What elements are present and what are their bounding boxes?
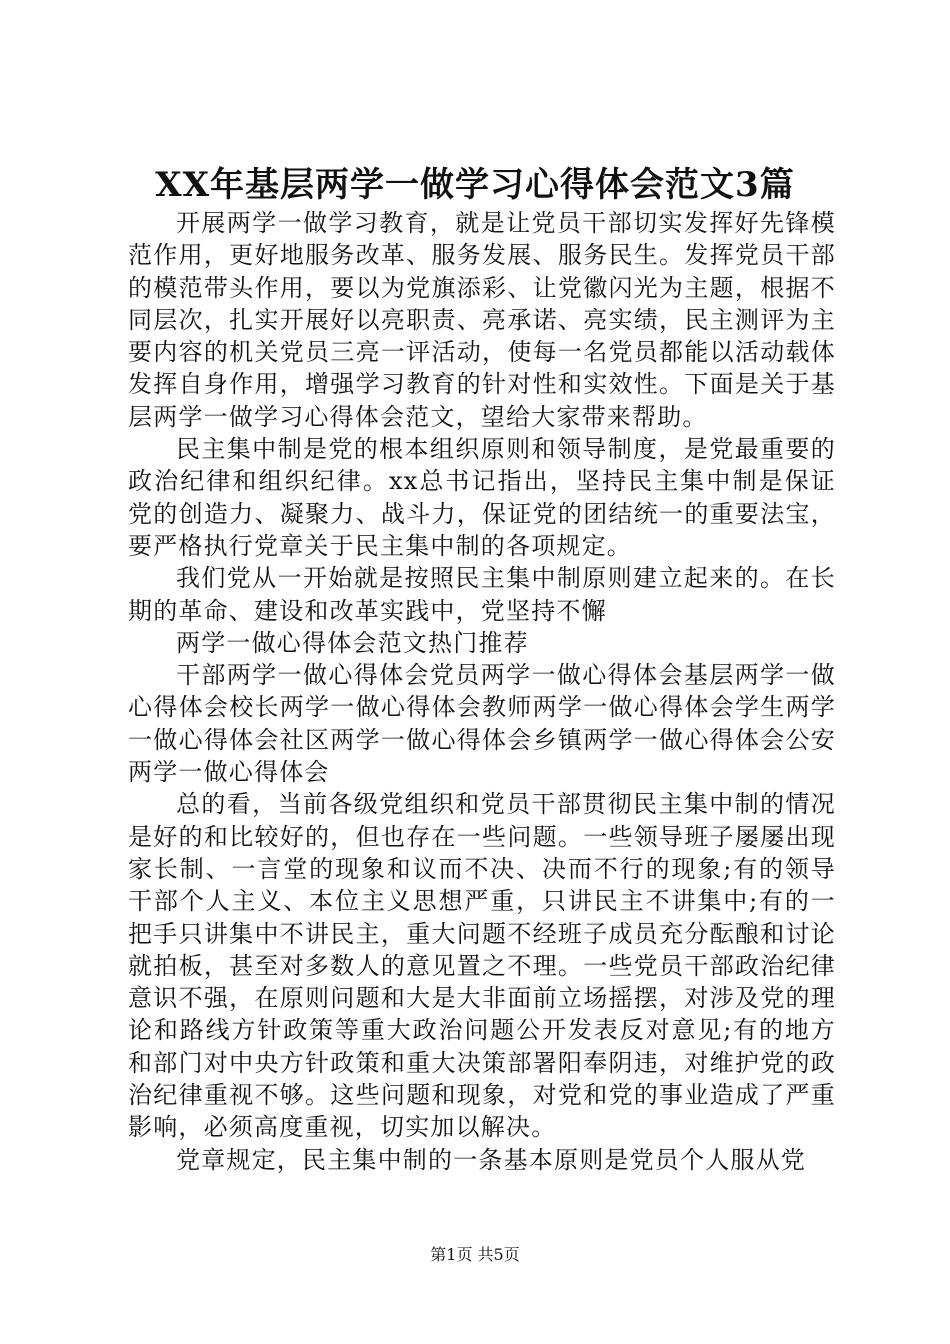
paragraph-problems: 总的看，当前各级党组织和党员干部贯彻民主集中制的情况是好的和比较好的，但也存在一些问题。一些领导班子屡屡出现家长制、一言堂的现象和议而不决、决而不行的现象;有的领导干部个人主义、本位主义思想严重，只讲民主不讲集中;有的一把手只讲集中不讲民主，重大问题不经班子成员充分酝酿和讨论就拍板，甚至对多数人的意见置之不理。一些党员干部政治纪律意识不强，在原则问题和大是大非面前立场摇摆，对涉及党的理论和路线方针政策等重大政治问题公开发表反对意见;有的地方和部门对中央方针政策和重大决策部署阳奉阴违，对维护党的政治纪律重视不够。这些问题和现象，对党和党的事业造成了严重影响，必须高度重视，切实加以解决。 bbox=[128, 790, 836, 1142]
document-body bbox=[128, 207, 836, 1176]
document-title: XX年基层两学一做学习心得体会范文3篇 bbox=[155, 165, 795, 205]
paragraph-party-history: 我们党从一开始就是按照民主集中制原则建立起来的。在长期的革命、建设和改革实践中，党坚持不懈 bbox=[128, 564, 836, 625]
paragraph-democratic-centralism: 民主集中制是党的根本组织原则和领导制度，是党最重要的政治纪律和组织纪律。xx总书记指出，坚持民主集中制是保证党的创造力、凝聚力、战斗力，保证党的团结统一的重要法宝，要严格执行党章关于民主集中制的各项规定。 bbox=[128, 435, 836, 560]
paragraph-recommend-heading: 两学一做心得体会范文热门推荐 bbox=[176, 628, 529, 657]
paragraph-intro: 开展两学一做学习教育，就是让党员干部切实发挥好先锋模范作用，更好地服务改革、服务发展、服务民生。发挥党员干部的模范带头作用，要以为党旗添彩、让党徽闪光为主题，根据不同层次，扎实开展好以亮职责、亮承诺、亮实绩，民主测评为主要内容的机关党员三亮一评活动，使每一名党员都能以活动载体发挥自身作用，增强学习教育的针对性和实效性。下面是关于基层两学一做学习心得体会范文，望给大家带来帮助。 bbox=[128, 209, 836, 431]
paragraph-recommend-list: 干部两学一做心得体会党员两学一做心得体会基层两学一做心得体会校长两学一做心得体会教师两学一做心得体会学生两学一做心得体会社区两学一做心得体会乡镇两学一做心得体会公安两学一做心得体会 bbox=[128, 661, 836, 787]
paragraph-constitution: 党章规定，民主集中制的一条基本原则是党员个人服从党 bbox=[176, 1145, 806, 1174]
page-footer: 第1页 共5页 bbox=[430, 1245, 520, 1264]
